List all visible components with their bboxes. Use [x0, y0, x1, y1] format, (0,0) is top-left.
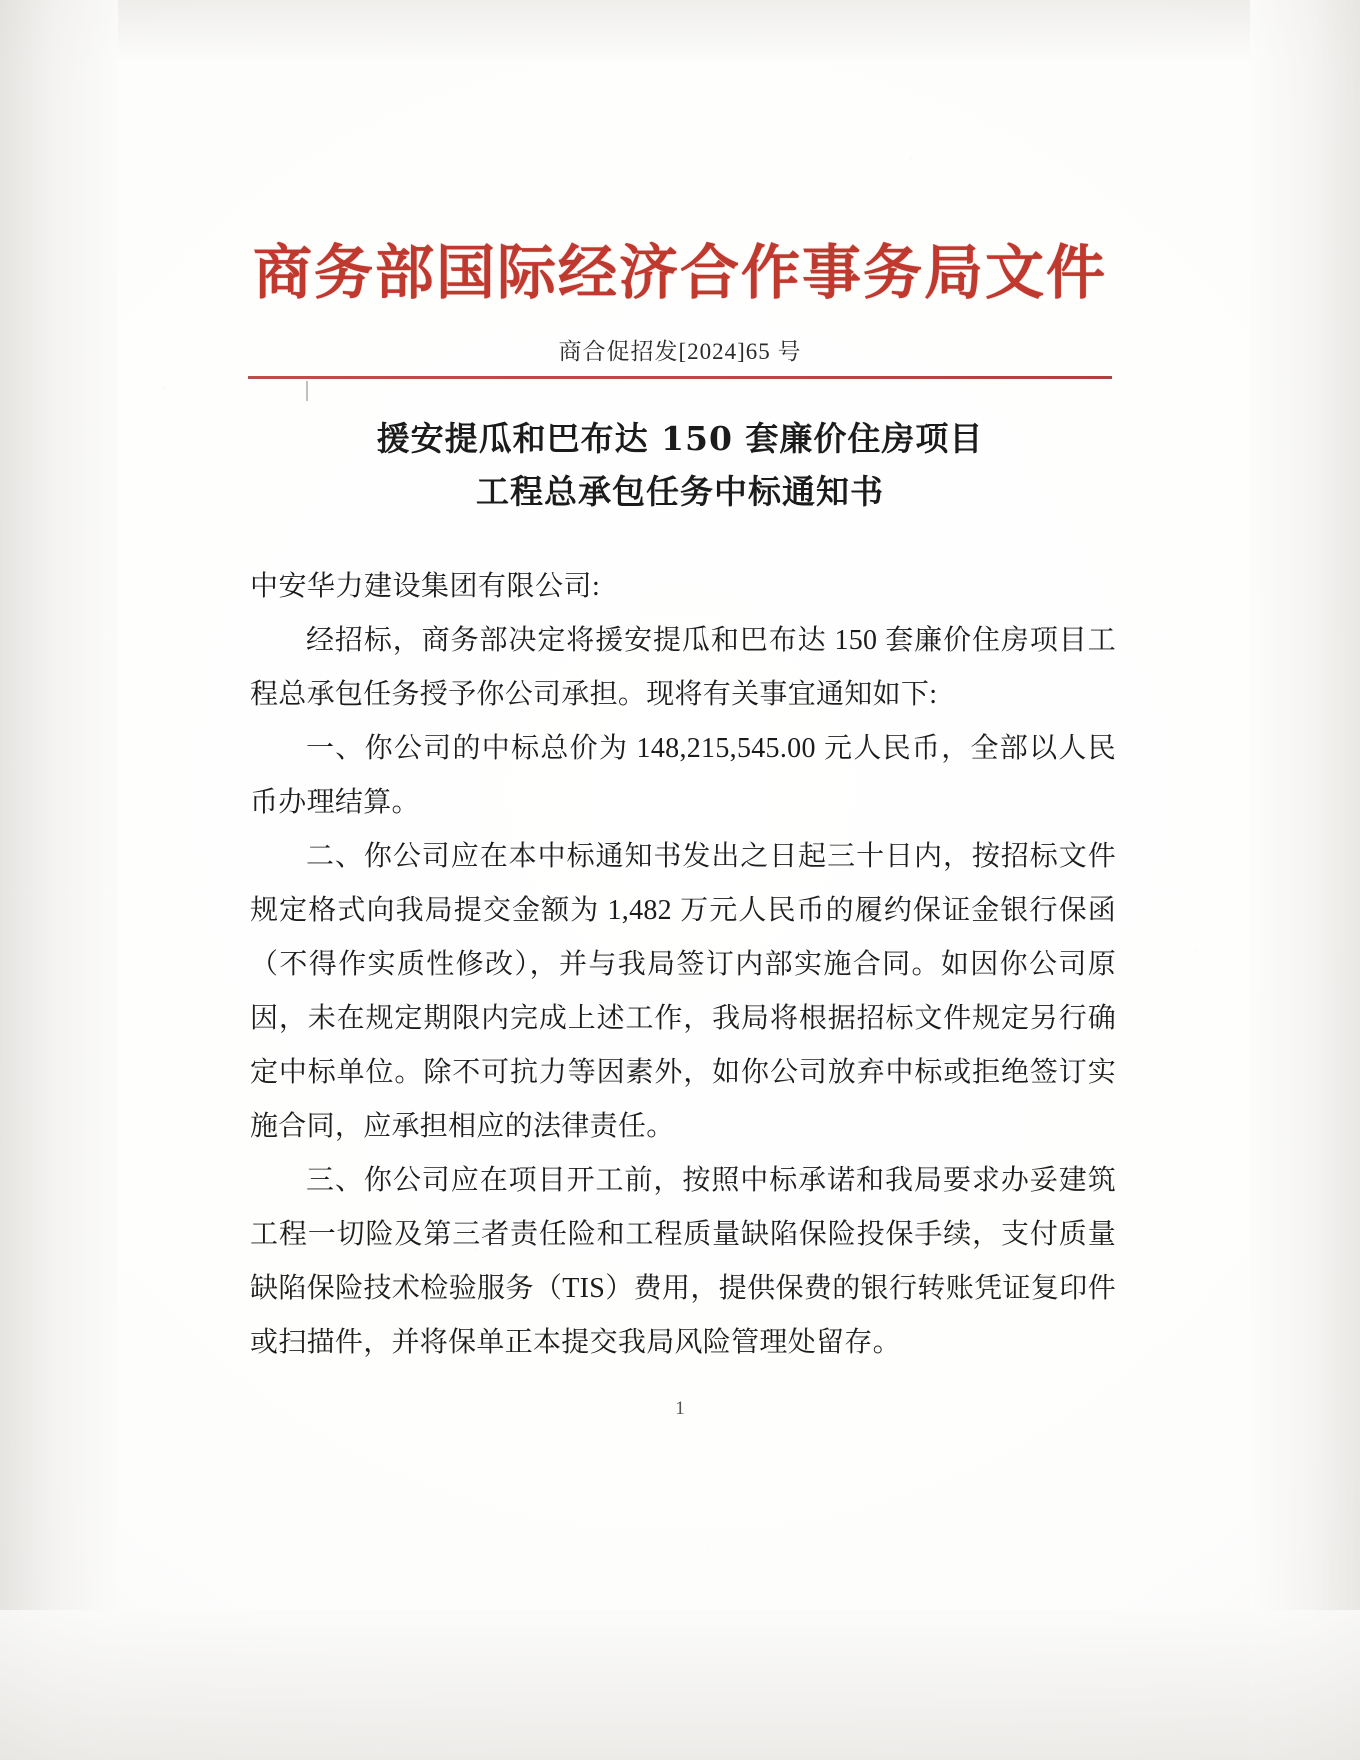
- document-title-line-1: 援安提瓜和巴布达 150 套廉价住房项目: [376, 419, 984, 458]
- body-paragraph-item-3: 三、你公司应在项目开工前，按照中标承诺和我局要求办妥建筑工程一切险及第三者责任险和工程质量缺陷保险投保手续，支付质量缺陷保险技术检验服务（TIS）费用，提供保费的银行转账凭证复印件或扫描件，并将保单正本提交我局风险管理处留存。: [250, 1165, 1116, 1358]
- red-horizontal-rule: [248, 376, 1112, 379]
- body-paragraph-item-2: 二、你公司应在本中标通知书发出之日起三十日内，按招标文件规定格式向我局提交金额为 1,482 万元人民币的履约保证金银行保函（不得作实质性修改），并与我局签订内部实施合同。如因你公司原因，未在规定期限内完成上述工作，我局将根据招标文件规定另行确定中标单位。除不可抗力等因素外，如你公司放弃中标或拒绝签订实施合同，应承担相应的法律责任。: [250, 841, 1116, 1142]
- document-number: 商合促招发[2024]65 号: [558, 339, 802, 364]
- masthead: [0, 238, 1360, 307]
- document-title: [248, 412, 1112, 518]
- document-body: [250, 560, 1116, 1370]
- page-number: 1: [675, 1398, 685, 1419]
- document-title-line-2: 工程总承包任务中标通知书: [476, 472, 884, 511]
- rule-tick-mark: [306, 381, 308, 401]
- addressee-line: 中安华力建设集团有限公司:: [250, 571, 601, 602]
- issuing-authority-title: 商务部国际经济合作事务局文件: [252, 238, 1107, 307]
- body-paragraph-item-1: 一、你公司的中标总价为 148,215,545.00 元人民币，全部以人民币办理结算。: [250, 733, 1116, 818]
- body-paragraph-intro: 经招标，商务部决定将援安提瓜和巴布达 150 套廉价住房项目工程总承包任务授予你公司承担。现将有关事宜通知如下:: [250, 625, 1116, 710]
